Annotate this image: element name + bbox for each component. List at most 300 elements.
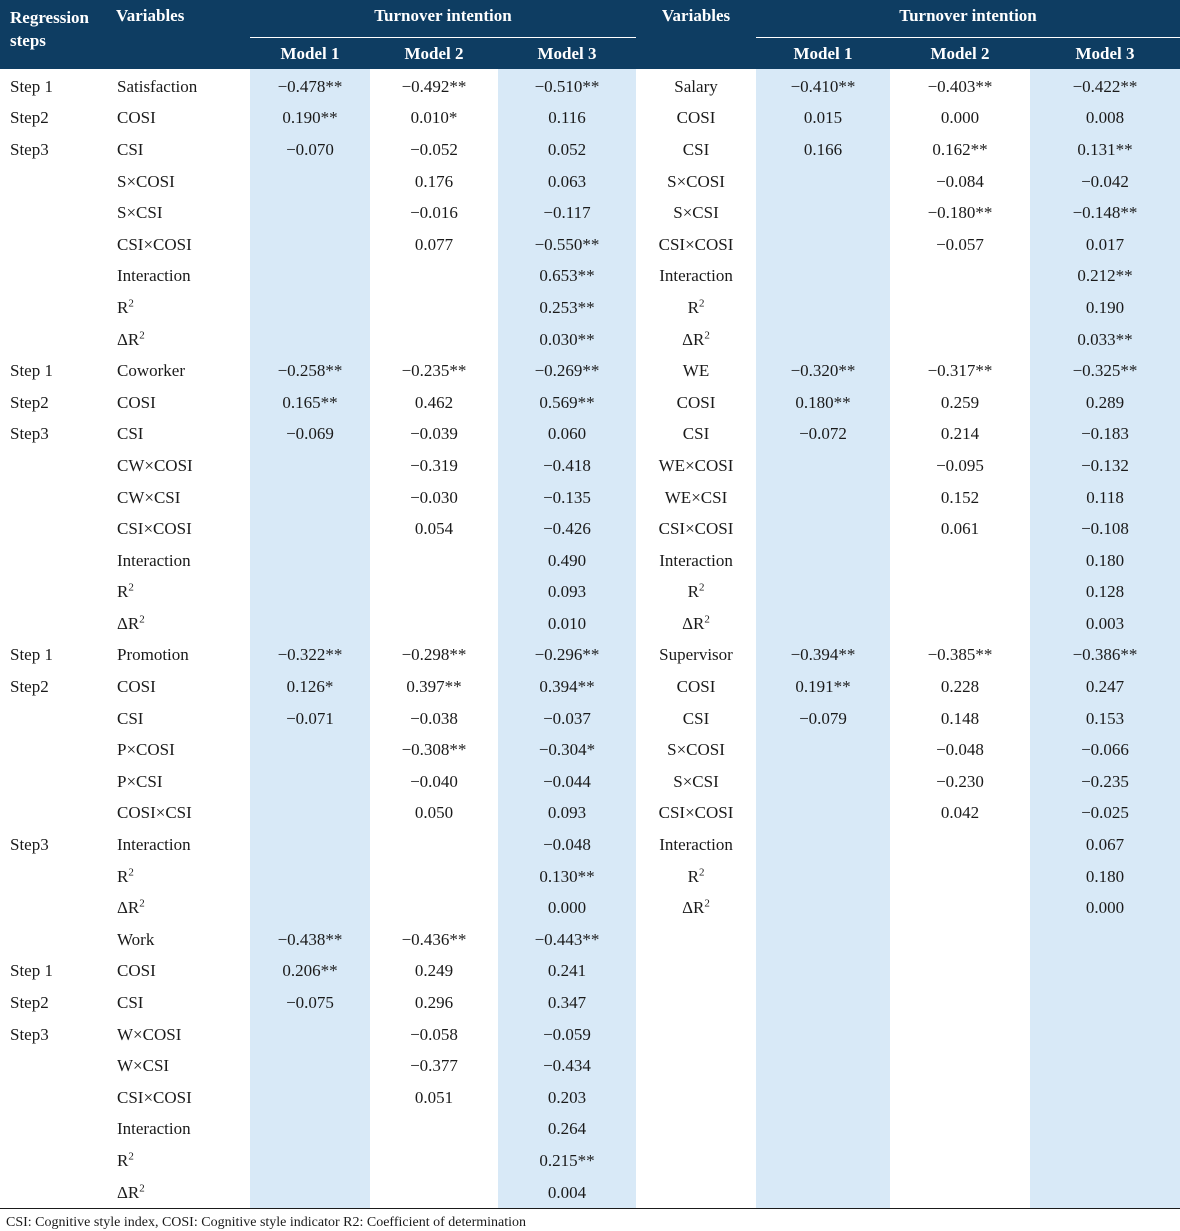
cell-model3-right: 0.017 bbox=[1030, 229, 1180, 261]
cell-model3-left: 0.030** bbox=[498, 324, 636, 356]
table-row bbox=[0, 419, 1180, 451]
cell-model3-right: −0.183 bbox=[1030, 419, 1180, 451]
cell-model3-left: 0.569** bbox=[498, 387, 636, 419]
cell-variable-right bbox=[636, 1050, 756, 1082]
header-turnover-left: Turnover intention bbox=[250, 0, 636, 38]
header-variables-right: Variables bbox=[636, 0, 756, 69]
table-row bbox=[0, 261, 1180, 293]
cell-model2-right bbox=[890, 861, 1030, 893]
cell-step: Step3 bbox=[10, 424, 49, 444]
cell-model1-right: −0.079 bbox=[756, 703, 890, 735]
header-model-1-right: Model 1 bbox=[756, 38, 890, 70]
cell-variable-left: CSI×COSI bbox=[117, 1087, 192, 1107]
cell-model2-right: −0.180** bbox=[927, 203, 993, 223]
cell-model1-left: −0.438** bbox=[250, 924, 370, 956]
table-row bbox=[0, 608, 1180, 640]
cell-variable-right bbox=[636, 1177, 756, 1209]
cell-model2-right bbox=[890, 261, 1030, 293]
cell-model1-right bbox=[756, 924, 890, 956]
cell-model2-right bbox=[890, 577, 1030, 609]
cell-model1-left bbox=[250, 166, 370, 198]
cell-variable-left: $R^2$ bbox=[117, 581, 134, 602]
cell-variable-right: Interaction bbox=[659, 835, 733, 855]
cell-model2-left: −0.492** bbox=[401, 76, 467, 96]
cell-model1-left bbox=[250, 292, 370, 324]
table-row bbox=[0, 766, 1180, 798]
cell-model1-right bbox=[756, 450, 890, 482]
table-row bbox=[0, 734, 1180, 766]
cell-model2-right bbox=[890, 608, 1030, 640]
cell-model1-left: 0.126* bbox=[250, 671, 370, 703]
table-row bbox=[0, 450, 1180, 482]
cell-variable-right: Interaction bbox=[659, 550, 733, 570]
cell-model1-right bbox=[756, 545, 890, 577]
cell-model3-left: 0.063 bbox=[498, 166, 636, 198]
cell-step: Step2 bbox=[10, 392, 49, 412]
cell-model1-right: 0.015 bbox=[756, 103, 890, 135]
cell-model1-left bbox=[250, 1177, 370, 1209]
cell-model3-left: 0.060 bbox=[498, 419, 636, 451]
cell-variable-left: $R^2$ bbox=[117, 297, 134, 317]
cell-model3-left: 0.010 bbox=[498, 608, 636, 640]
cell-model1-right: 0.191** bbox=[756, 671, 890, 703]
cell-step: Step 1 bbox=[10, 76, 53, 96]
cell-model2-left bbox=[370, 1145, 498, 1177]
cell-model1-left: −0.071 bbox=[250, 703, 370, 735]
cell-variable-right: CSI bbox=[682, 424, 710, 444]
cell-model1-left bbox=[250, 1114, 370, 1146]
table-row bbox=[0, 69, 1180, 103]
cell-model2-left bbox=[370, 608, 498, 640]
cell-variable-left: CW×COSI bbox=[117, 455, 193, 475]
cell-step: Step 1 bbox=[10, 961, 53, 981]
table-footnote: CSI: Cognitive style index, COSI: Cognitive style indicator R2: Coefficient of determination bbox=[0, 1208, 1180, 1231]
cell-model3-left: 0.093 bbox=[498, 798, 636, 830]
cell-variable-left: CSI bbox=[117, 139, 144, 159]
cell-model2-left: −0.038 bbox=[410, 708, 458, 728]
cell-model1-right bbox=[756, 861, 890, 893]
header-model-3-left: Model 3 bbox=[498, 38, 636, 70]
cell-model2-left: −0.436** bbox=[401, 929, 467, 949]
cell-model1-left bbox=[250, 734, 370, 766]
cell-model2-left: −0.039 bbox=[410, 424, 458, 444]
cell-variable-left: $\Delta R^2$ bbox=[117, 613, 145, 633]
cell-model3-right bbox=[1030, 1050, 1180, 1082]
cell-model1-left: 0.165** bbox=[250, 387, 370, 419]
cell-model1-left bbox=[250, 545, 370, 577]
cell-model3-right bbox=[1030, 1082, 1180, 1114]
cell-model2-left bbox=[370, 292, 498, 324]
header-model-2-left: Model 2 bbox=[370, 38, 498, 70]
cell-variable-right: CSI bbox=[682, 139, 710, 159]
cell-variable-left: Interaction bbox=[117, 550, 191, 570]
cell-variable-right: WE×CSI bbox=[664, 487, 728, 507]
cell-step bbox=[0, 261, 106, 293]
cell-model2-left: −0.058 bbox=[410, 1024, 458, 1044]
cell-model3-right: 0.180 bbox=[1030, 545, 1180, 577]
cell-model1-left: −0.069 bbox=[250, 419, 370, 451]
cell-variable-left: CSI×COSI bbox=[117, 234, 192, 254]
cell-model3-left: 0.347 bbox=[498, 987, 636, 1019]
cell-variable-left: COSI bbox=[117, 961, 156, 981]
header-model-1-left: Model 1 bbox=[250, 38, 370, 70]
cell-model1-left: −0.258** bbox=[250, 355, 370, 387]
cell-model3-right: −0.066 bbox=[1030, 734, 1180, 766]
cell-model1-right bbox=[756, 261, 890, 293]
cell-model3-left: −0.059 bbox=[498, 1019, 636, 1051]
cell-model3-right: 0.180 bbox=[1030, 861, 1180, 893]
cell-model1-right bbox=[756, 292, 890, 324]
cell-model2-left: 0.010* bbox=[410, 108, 458, 128]
cell-variable-right bbox=[636, 1145, 756, 1177]
cell-model1-right: −0.394** bbox=[756, 640, 890, 672]
cell-step bbox=[0, 892, 106, 924]
cell-model1-right bbox=[756, 1177, 890, 1209]
cell-variable-right: S×COSI bbox=[667, 740, 725, 760]
cell-model1-left bbox=[250, 1019, 370, 1051]
cell-variable-right: COSI bbox=[676, 677, 716, 697]
cell-step bbox=[0, 324, 106, 356]
cell-model2-left bbox=[370, 261, 498, 293]
cell-variable-right bbox=[636, 1082, 756, 1114]
table-row bbox=[0, 703, 1180, 735]
table-row bbox=[0, 1050, 1180, 1082]
cell-model2-left: −0.030 bbox=[410, 487, 458, 507]
cell-model2-right bbox=[890, 1145, 1030, 1177]
cell-model3-left: 0.093 bbox=[498, 577, 636, 609]
cell-variable-left: P×CSI bbox=[117, 771, 163, 791]
cell-variable-right: $R^2$ bbox=[687, 297, 705, 317]
cell-step bbox=[0, 798, 106, 830]
cell-model2-left: −0.052 bbox=[410, 139, 458, 159]
cell-model2-right: −0.057 bbox=[936, 234, 984, 254]
cell-model1-right bbox=[756, 608, 890, 640]
cell-model3-left: 0.116 bbox=[498, 103, 636, 135]
cell-model2-right bbox=[890, 892, 1030, 924]
table-row bbox=[0, 513, 1180, 545]
cell-step bbox=[0, 1145, 106, 1177]
cell-model3-right bbox=[1030, 987, 1180, 1019]
cell-model2-left: −0.298** bbox=[401, 645, 467, 665]
cell-variable-right bbox=[636, 956, 756, 988]
cell-variable-left: CSI×COSI bbox=[117, 519, 192, 539]
cell-model2-right: −0.095 bbox=[936, 455, 984, 475]
cell-step bbox=[0, 577, 106, 609]
cell-model1-left bbox=[250, 229, 370, 261]
cell-model3-left: 0.264 bbox=[498, 1114, 636, 1146]
cell-model1-right: 0.166 bbox=[756, 134, 890, 166]
cell-model2-left: −0.016 bbox=[410, 203, 458, 223]
cell-model2-right: −0.230 bbox=[936, 771, 984, 791]
cell-step bbox=[0, 545, 106, 577]
table-row bbox=[0, 292, 1180, 324]
table-row bbox=[0, 640, 1180, 672]
cell-model2-left: 0.296 bbox=[414, 993, 454, 1013]
cell-variable-left: Promotion bbox=[117, 645, 189, 665]
cell-model3-right: −0.148** bbox=[1030, 197, 1180, 229]
cell-model1-right bbox=[756, 324, 890, 356]
cell-model1-left: 0.206** bbox=[250, 956, 370, 988]
cell-variable-right: WE bbox=[682, 361, 710, 381]
cell-model2-right: −0.048 bbox=[936, 740, 984, 760]
cell-step: Step3 bbox=[10, 1024, 49, 1044]
cell-variable-left: $\Delta R^2$ bbox=[117, 328, 145, 349]
cell-variable-right: WE×COSI bbox=[658, 455, 734, 475]
cell-variable-right: $\Delta R^2$ bbox=[682, 328, 710, 349]
cell-variable-left: COSI×CSI bbox=[117, 803, 192, 823]
cell-model1-left bbox=[250, 829, 370, 861]
cell-model3-left: 0.215** bbox=[498, 1145, 636, 1177]
cell-variable-left: $\Delta R^2$ bbox=[117, 1181, 145, 1202]
cell-model2-right bbox=[890, 1050, 1030, 1082]
cell-step bbox=[0, 229, 106, 261]
cell-model2-right bbox=[890, 987, 1030, 1019]
cell-model2-left bbox=[370, 829, 498, 861]
header-model-3-right: Model 3 bbox=[1030, 38, 1180, 70]
cell-model1-right bbox=[756, 829, 890, 861]
cell-model3-left: 0.052 bbox=[498, 134, 636, 166]
cell-model3-left: 0.000 bbox=[498, 892, 636, 924]
cell-variable-left: Interaction bbox=[117, 266, 191, 286]
cell-model2-left bbox=[370, 1114, 498, 1146]
cell-model3-left: 0.653** bbox=[498, 261, 636, 293]
cell-variable-left: W×CSI bbox=[117, 1056, 170, 1076]
cell-variable-left: COSI bbox=[117, 677, 156, 697]
cell-variable-left: CSI bbox=[117, 424, 144, 444]
header-model-2-right: Model 2 bbox=[890, 38, 1030, 70]
cell-model3-left: −0.510** bbox=[498, 69, 636, 103]
cell-model2-left: 0.054 bbox=[414, 519, 454, 539]
cell-model2-right: 0.152 bbox=[940, 487, 980, 507]
cell-step bbox=[0, 513, 106, 545]
cell-model2-right: 0.061 bbox=[940, 519, 980, 539]
cell-model1-right bbox=[756, 166, 890, 198]
cell-model1-left bbox=[250, 1050, 370, 1082]
cell-model1-left bbox=[250, 324, 370, 356]
table-row bbox=[0, 197, 1180, 229]
cell-variable-right: COSI bbox=[676, 392, 716, 412]
cell-model1-left: −0.075 bbox=[250, 987, 370, 1019]
table-row bbox=[0, 798, 1180, 830]
cell-variable-right bbox=[636, 987, 756, 1019]
cell-model2-right: 0.000 bbox=[940, 108, 980, 128]
table-row bbox=[0, 387, 1180, 419]
cell-model2-left bbox=[370, 861, 498, 893]
cell-step: Step2 bbox=[10, 108, 49, 128]
cell-variable-left: CSI bbox=[117, 708, 144, 728]
table-row bbox=[0, 956, 1180, 988]
cell-model1-left bbox=[250, 1082, 370, 1114]
cell-variable-right: CSI×COSI bbox=[658, 519, 734, 539]
cell-model1-left: −0.322** bbox=[250, 640, 370, 672]
cell-model3-left: −0.269** bbox=[498, 355, 636, 387]
cell-variable-right: S×CSI bbox=[673, 771, 719, 791]
cell-model3-right: 0.190 bbox=[1030, 292, 1180, 324]
cell-step bbox=[0, 766, 106, 798]
cell-variable-left: COSI bbox=[117, 392, 156, 412]
cell-model3-right: 0.067 bbox=[1030, 829, 1180, 861]
cell-step: Step 1 bbox=[10, 645, 53, 665]
cell-model3-right: −0.042 bbox=[1030, 166, 1180, 198]
cell-model3-right bbox=[1030, 1019, 1180, 1051]
cell-model1-left bbox=[250, 450, 370, 482]
cell-variable-left: W×COSI bbox=[117, 1024, 182, 1044]
cell-model2-left: 0.249 bbox=[414, 961, 454, 981]
cell-step bbox=[0, 861, 106, 893]
cell-model1-right bbox=[756, 482, 890, 514]
cell-model2-right: 0.228 bbox=[940, 677, 980, 697]
cell-model1-right bbox=[756, 197, 890, 229]
cell-variable-left: $\Delta R^2$ bbox=[117, 897, 145, 918]
cell-model2-right: 0.214 bbox=[940, 424, 980, 444]
cell-model1-left bbox=[250, 766, 370, 798]
cell-model3-left: 0.130** bbox=[498, 861, 636, 893]
cell-model3-right: 0.247 bbox=[1030, 671, 1180, 703]
cell-model1-left bbox=[250, 261, 370, 293]
cell-variable-right: Salary bbox=[674, 76, 718, 96]
cell-model3-left: −0.296** bbox=[498, 640, 636, 672]
cell-model2-left: −0.308** bbox=[401, 740, 467, 760]
cell-model2-right bbox=[890, 292, 1030, 324]
cell-model3-left: −0.048 bbox=[498, 829, 636, 861]
cell-model1-right bbox=[756, 1050, 890, 1082]
cell-model2-left bbox=[370, 1177, 498, 1209]
cell-model1-right bbox=[756, 766, 890, 798]
cell-model2-right: −0.385** bbox=[927, 645, 993, 665]
cell-model3-right: 0.131** bbox=[1030, 134, 1180, 166]
cell-model2-left bbox=[370, 324, 498, 356]
cell-model2-left: −0.319 bbox=[410, 455, 458, 475]
cell-model1-left bbox=[250, 197, 370, 229]
cell-model3-right: −0.422** bbox=[1030, 69, 1180, 103]
cell-model3-left: −0.117 bbox=[498, 197, 636, 229]
cell-model1-right: −0.320** bbox=[756, 355, 890, 387]
cell-step bbox=[0, 703, 106, 735]
table-row bbox=[0, 355, 1180, 387]
table-row bbox=[0, 829, 1180, 861]
cell-model2-left: 0.051 bbox=[414, 1087, 454, 1107]
cell-model2-left: −0.377 bbox=[410, 1056, 458, 1076]
header-variables-left: Variables bbox=[106, 0, 250, 69]
table-row bbox=[0, 987, 1180, 1019]
cell-variable-left: Interaction bbox=[117, 835, 191, 855]
cell-model3-left: −0.044 bbox=[498, 766, 636, 798]
cell-variable-left: CW×CSI bbox=[117, 487, 181, 507]
table-row bbox=[0, 103, 1180, 135]
table-row bbox=[0, 1145, 1180, 1177]
cell-step bbox=[0, 1114, 106, 1146]
cell-variable-right: S×CSI bbox=[673, 203, 719, 223]
cell-model3-right: 0.003 bbox=[1030, 608, 1180, 640]
cell-model1-right bbox=[756, 987, 890, 1019]
cell-model1-right: −0.410** bbox=[756, 69, 890, 103]
cell-model3-right: −0.386** bbox=[1030, 640, 1180, 672]
cell-model3-right bbox=[1030, 1145, 1180, 1177]
cell-step bbox=[0, 1177, 106, 1209]
cell-model2-left: 0.462 bbox=[414, 392, 454, 412]
cell-step bbox=[0, 734, 106, 766]
cell-model3-right: 0.212** bbox=[1030, 261, 1180, 293]
cell-step: Step3 bbox=[10, 835, 49, 855]
cell-model3-right: −0.325** bbox=[1030, 355, 1180, 387]
cell-model3-right: 0.033** bbox=[1030, 324, 1180, 356]
cell-model3-left: 0.004 bbox=[498, 1177, 636, 1209]
cell-variable-right: $R^2$ bbox=[687, 865, 705, 886]
cell-model2-left bbox=[370, 892, 498, 924]
cell-model3-left: 0.203 bbox=[498, 1082, 636, 1114]
cell-variable-right: $\Delta R^2$ bbox=[682, 897, 710, 918]
table-row bbox=[0, 482, 1180, 514]
cell-step bbox=[0, 166, 106, 198]
cell-variable-left: $R^2$ bbox=[117, 865, 134, 886]
header-turnover-right: Turnover intention bbox=[756, 0, 1180, 38]
cell-model2-left: 0.397** bbox=[406, 677, 462, 697]
cell-model2-right bbox=[890, 829, 1030, 861]
cell-model3-right: 0.289 bbox=[1030, 387, 1180, 419]
cell-model1-left bbox=[250, 513, 370, 545]
cell-variable-right: Supervisor bbox=[659, 645, 733, 665]
cell-model2-right: 0.148 bbox=[940, 708, 980, 728]
cell-model3-left: 0.241 bbox=[498, 956, 636, 988]
cell-variable-right bbox=[636, 1114, 756, 1146]
cell-variable-left: Interaction bbox=[117, 1119, 191, 1139]
cell-variable-right: CSI×COSI bbox=[658, 234, 734, 254]
cell-variable-right: CSI bbox=[682, 708, 710, 728]
cell-model1-left bbox=[250, 482, 370, 514]
cell-model1-right bbox=[756, 956, 890, 988]
cell-model3-left: −0.443** bbox=[498, 924, 636, 956]
table-row bbox=[0, 1082, 1180, 1114]
cell-model2-left: 0.176 bbox=[414, 171, 454, 191]
cell-variable-right bbox=[636, 1019, 756, 1051]
cell-model2-right: 0.162** bbox=[932, 139, 988, 159]
table-row bbox=[0, 229, 1180, 261]
cell-model3-right: −0.025 bbox=[1030, 798, 1180, 830]
cell-model3-left: −0.135 bbox=[498, 482, 636, 514]
cell-model3-left: −0.426 bbox=[498, 513, 636, 545]
cell-model2-right bbox=[890, 1114, 1030, 1146]
cell-model2-left bbox=[370, 577, 498, 609]
cell-variable-left: CSI bbox=[117, 993, 144, 1013]
cell-variable-left: Coworker bbox=[117, 361, 185, 381]
table-body bbox=[0, 69, 1180, 1208]
cell-model2-right: −0.084 bbox=[936, 171, 984, 191]
cell-model2-right: −0.317** bbox=[927, 361, 993, 381]
cell-variable-right: $R^2$ bbox=[687, 581, 705, 602]
cell-variable-right bbox=[636, 924, 756, 956]
cell-variable-left: P×COSI bbox=[117, 740, 175, 760]
table-row bbox=[0, 577, 1180, 609]
cell-model2-right bbox=[890, 924, 1030, 956]
cell-model3-right: 0.118 bbox=[1030, 482, 1180, 514]
cell-model2-right bbox=[890, 1082, 1030, 1114]
cell-model2-right bbox=[890, 324, 1030, 356]
cell-model1-left: −0.070 bbox=[250, 134, 370, 166]
cell-step: Step3 bbox=[10, 139, 49, 159]
cell-model2-right bbox=[890, 1019, 1030, 1051]
cell-model3-left: 0.394** bbox=[498, 671, 636, 703]
cell-model3-left: −0.037 bbox=[498, 703, 636, 735]
cell-model3-right: 0.008 bbox=[1030, 103, 1180, 135]
cell-model1-right: 0.180** bbox=[756, 387, 890, 419]
table-row bbox=[0, 545, 1180, 577]
cell-model2-right bbox=[890, 545, 1030, 577]
cell-model3-right bbox=[1030, 1114, 1180, 1146]
cell-model1-right bbox=[756, 892, 890, 924]
cell-step bbox=[0, 608, 106, 640]
table-row bbox=[0, 1177, 1180, 1209]
cell-model3-left: −0.418 bbox=[498, 450, 636, 482]
